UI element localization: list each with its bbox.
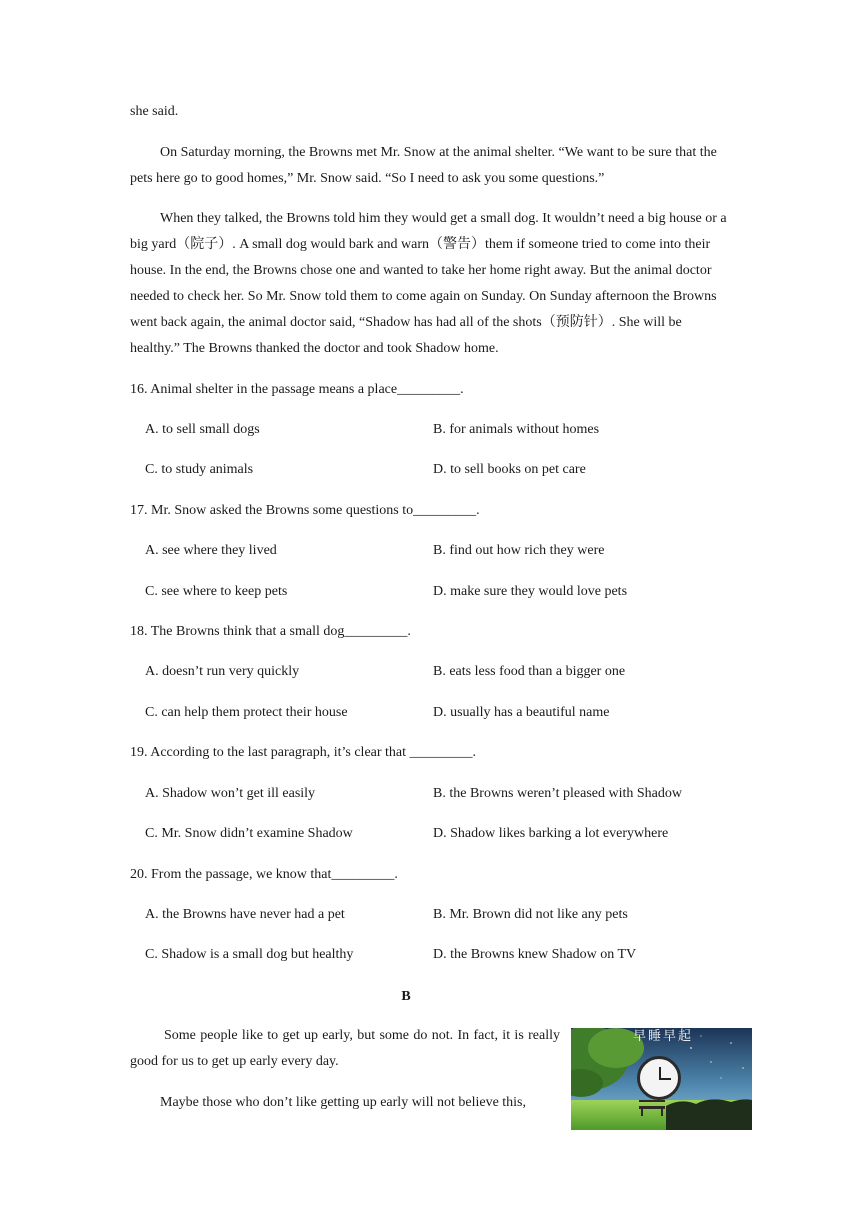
option-a: A. the Browns have never had a pet (145, 907, 345, 922)
option-b: B. the Browns weren’t pleased with Shadow (433, 786, 682, 801)
option-a: A. to sell small dogs (145, 422, 260, 437)
option-b: B. eats less food than a bigger one (433, 664, 626, 679)
option-a: A. see where they lived (145, 543, 277, 558)
option-c: C. to study animals (145, 462, 254, 477)
paragraph-believe: Maybe those who don’t like getting up early will not believe this, (160, 1095, 527, 1110)
option-d: D. make sure they would love pets (433, 584, 628, 599)
option-b: B. Mr. Brown did not like any pets (433, 907, 628, 922)
option-a: A. doesn’t run very quickly (145, 664, 300, 679)
option-c: C. Shadow is a small dog but healthy (145, 947, 354, 962)
question-stem: 19. According to the last paragraph, it’s clear that _________. (130, 745, 477, 760)
passage-fragment: she said. (130, 104, 179, 119)
option-d: D. usually has a beautiful name (433, 705, 610, 720)
early-rise-illustration (571, 1028, 752, 1130)
option-a: A. Shadow won’t get ill easily (145, 786, 316, 801)
question-stem: 17. Mr. Snow asked the Browns some questions to_________. (130, 503, 480, 518)
option-c: C. Mr. Snow didn’t examine Shadow (145, 826, 353, 841)
option-d: D. the Browns knew Shadow on TV (433, 947, 637, 962)
option-d: D. to sell books on pet care (433, 462, 586, 477)
question-stem: 18. The Browns think that a small dog_________. (130, 624, 411, 639)
clock-icon (637, 1056, 681, 1100)
option-b: B. for animals without homes (433, 422, 600, 437)
option-c: C. can help them protect their house (145, 705, 348, 720)
question-stem: 20. From the passage, we know that_________. (130, 867, 398, 882)
paragraph-choosing-dog: When they talked, the Browns told him they would get a small dog. It wouldn’t need a big house or a big yard（院子）. A small dog would bark and warn（警告）them if someone tried to come into their house. In the end, the Browns chose one and wanted to take her home right away. But the animal doctor needed to check her. So Mr. Snow told them to come again on Sunday. On Sunday afternoon the Browns went back again, the animal doctor said, “Shadow has had all of the shots（预防针）. She will be healthy.” The Browns thanked the doctor and took Shadow home. (130, 211, 727, 356)
question-stem: 16. Animal shelter in the passage means a place_________. (130, 382, 464, 397)
section-b-title: B (401, 989, 411, 1004)
option-d: D. Shadow likes barking a lot everywhere (433, 826, 669, 841)
paragraph-get-up-early: Some people like to get up early, but some do not. In fact, it is really good for us to get up early every day. (130, 1028, 560, 1069)
option-b: B. find out how rich they were (433, 543, 605, 558)
paragraph-shelter-visit: On Saturday morning, the Browns met Mr. Snow at the animal shelter. “We want to be sure that the pets here go to good homes,” Mr. Snow said. “So I need to ask you some questions.” (130, 145, 717, 186)
option-c: C. see where to keep pets (145, 584, 288, 599)
image-caption: 早睡早起 (633, 1029, 694, 1044)
